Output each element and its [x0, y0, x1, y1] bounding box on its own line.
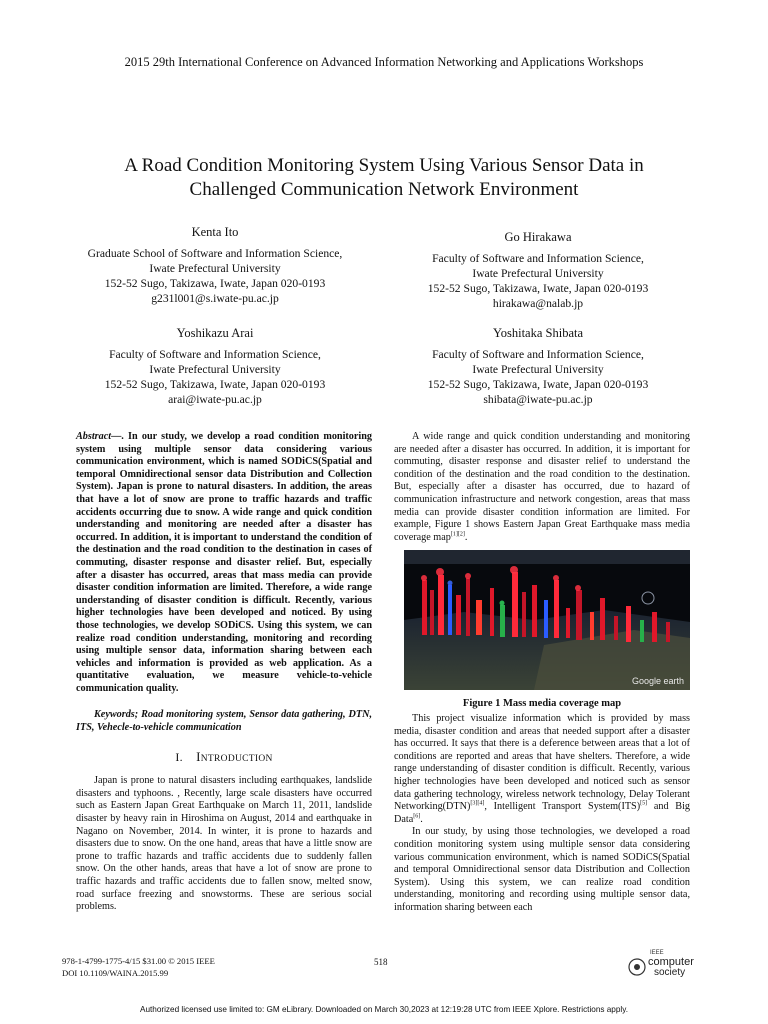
right-paragraph-2-end: and Big Data — [394, 801, 691, 825]
right-column-bottom — [394, 713, 690, 915]
author-email: shibata@iwate-pu.ac.jp — [483, 393, 593, 406]
map-graphic — [404, 550, 690, 690]
footer-doi: DOI 10.1109/WAINA.2015.99 — [62, 967, 169, 978]
logo-text-society: society — [654, 967, 686, 978]
author-name: Go Hirakawa — [504, 230, 572, 244]
logo-text-computer: computer — [648, 956, 694, 968]
author-email: g231l001@s.iwate-pu.ac.jp — [151, 292, 279, 305]
author-university: Iwate Prefectural University — [149, 262, 281, 275]
author-affiliation: Faculty of Software and Information Science, — [432, 252, 644, 265]
intro-paragraph: Japan is prone to natural disasters including earthquakes, landslide disasters and typhoons. , Recently, large scale disasters have occurred such as Eastern Japan Great Earthquake on March 11, 2011, landslide disaster by heavy rain in Hiroshima on August, 2014 and earthquake in Nagano on November, 2014. In winter, it is prone to hazards and disasters due to snow. On the one hand, areas that have a little snow are prone to traffic hazards and traffic accidents due to suddenly fallen snow. On the other hands, areas that have a lot of snow are prone to traffic hazards and traffic accidents due to fallen snow, melted snow, road surface freezing and snowstorms. These are serious social problems. — [76, 775, 372, 913]
author-address: 152-52 Sugo, Takizawa, Iwate, Japan 020-0193 — [427, 282, 649, 295]
right-paragraph-2-text: This project visualize information which is provided by mass media, disaster condition and areas that needed support after a disaster has occurred. It says that there is a deference between areas that a lot of conditions are reported and areas that have shelters. Therefore, a wide range understanding of disaster condition is difficult. Recently, various higher technologies have been developed and noticed such as sensor data gathering technology, wireless network technology, Delay Tolerant Networking(DTN) — [394, 713, 690, 813]
right-paragraph-3: In our study, by using those technologies, we developed a road condition monitoring system using multiple sensor data considering various communication environment, which is named SODiCS(Spatial and temporal Omnidirectional sensor data Distribution and Collection System). Using this system, we can realize road condition understanding, monitoring and recording using multiple sensor data, information sharing between each — [394, 826, 690, 913]
abstract-text: In our study, we develop a road condition monitoring system using multiple sensor data considering various communication environment, which is named SODiCS(Spatial and temporal Omnidirectional sensor data Distribution and Collection System). Japan is prone to natural disasters. In addition, the areas that have a lot of snow are prone to traffic hazards and traffic accidents occurring due to snow. A wide range and quick condition understanding and monitoring are needed after a disaster has occurred. In addition, it is important to understand the condition of the destination and the road condition to the destination in cases of commuting, disaster response and disaster relief. But, especially after a disaster has occurred, areas that mass media can provide disaster condition information are limited. Therefore, a wide range understanding of disaster condition is difficult. Recently, various higher technologies have been developed and noticed. By using those technologies, we develop SODiCS. Using this system, we can realize road condition understanding, monitoring and recording using multiple sensor data, information sharing between each vehicles and information is provided as web application. As a quantitative evaluation, we measure vehicle-to-vehicle communication quality. — [76, 431, 373, 694]
right-paragraph-1: A wide range and quick condition understanding and monitoring are needed after a disaster has occurred. In addition, it is important for commuting, disaster response and disaster relief to understand the condition of the destination and the road condition to the destination. But, especially after a disaster has occurred, due to hazard of communication infrastructure and network congestion, areas that mass media can provide disaster condition information are limited. For example, Figure 1 shows Eastern Japan Great Earthquake mass media coverage map[1][2]. — [394, 431, 690, 543]
right-paragraph-2-cont: , Intelligent Transport System(ITS) — [484, 801, 641, 813]
abstract-label: Abstract — [76, 431, 112, 442]
mass-media-coverage-map — [404, 550, 690, 690]
abstract-dash: —. — [111, 431, 129, 442]
author-address: 152-52 Sugo, Takizawa, Iwate, Japan 020-0193 — [104, 277, 326, 290]
author-affiliation: Faculty of Software and Information Science, — [432, 348, 644, 361]
section-title-rest: NTRODUCTION — [200, 753, 273, 764]
author-university: Iwate Prefectural University — [472, 267, 604, 280]
paper-title — [80, 154, 688, 202]
logo-mark-icon — [628, 958, 646, 976]
conference-header: 2015 29th International Conference on Advanced Information Networking and Applications Workshops — [124, 55, 644, 69]
right-paragraph-2: This project visualize information which is provided by mass media, disaster condition and areas that needed support after a disaster has occurred. It says that there is a deference between areas that a lot of conditions are reported and areas that have shelters. Therefore, a wide range understanding of disaster condition is difficult. Recently, various higher technologies have been developed and noticed such as sensor data gathering technology, wireless network technology, Delay Tolerant Networking(DTN)[3][4], Intelligent Transport System(ITS)[5] and Big Data[6]. — [394, 713, 691, 825]
logo-text-ieee: IEEE — [650, 950, 664, 956]
section-title-initial: I — [196, 748, 201, 764]
left-column — [76, 431, 372, 914]
title-line-2: Challenged Communication Network Environment — [189, 179, 579, 200]
figure-caption: Figure 1 Mass media coverage map — [462, 698, 622, 709]
author-affiliation: Graduate School of Software and Information Science, — [87, 247, 343, 260]
footer-copyright — [62, 956, 215, 979]
author-name: Yoshikazu Arai — [176, 326, 254, 340]
author-block-4 — [388, 326, 688, 407]
author-email: hirakawa@nalab.jp — [492, 297, 584, 310]
abstract — [76, 431, 372, 695]
author-block-3 — [70, 326, 360, 407]
right-column-top — [394, 431, 690, 544]
section-number: I. — [175, 749, 183, 764]
author-affiliation: Faculty of Software and Information Science, — [109, 348, 321, 361]
author-university: Iwate Prefectural University — [149, 363, 281, 376]
citation: [1][2] — [450, 531, 465, 538]
map-toolbar — [404, 550, 690, 564]
author-block-1 — [70, 225, 360, 306]
section-heading — [76, 748, 372, 766]
authorization-notice: Authorized licensed use limited to: GM eLibrary. Downloaded on March 30,2023 at 12:19:28 UTC from IEEE Xplore. Restrictions apply. — [139, 1005, 628, 1014]
citation: [6] — [413, 813, 421, 820]
author-email: arai@iwate-pu.ac.jp — [168, 393, 262, 406]
author-name: Yoshitaka Shibata — [492, 326, 584, 340]
author-address: 152-52 Sugo, Takizawa, Iwate, Japan 020-0193 — [427, 378, 649, 391]
page-number: 518 — [374, 957, 388, 967]
ieee-computer-society-logo — [628, 950, 692, 980]
keywords: Keywords; Road monitoring system, Sensor data gathering, DTN, ITS, Vehecle-to-vehicle communication — [76, 709, 372, 734]
citation: [5] — [640, 800, 648, 807]
author-name: Kenta Ito — [191, 225, 239, 239]
right-paragraph-1-text: A wide range and quick condition understanding and monitoring are needed after a disaster has occurred. In addition, it is important for commuting, disaster response and disaster relief to understand the condition of the destination and the road condition to the destination. But, especially after a disaster has occurred, due to hazard of communication infrastructure and network congestion, areas that mass media can provide disaster condition information are limited. For example, Figure 1 shows Eastern Japan Great Earthquake mass media coverage map — [394, 431, 690, 543]
author-address: 152-52 Sugo, Takizawa, Iwate, Japan 020-0193 — [104, 378, 326, 391]
author-university: Iwate Prefectural University — [472, 363, 604, 376]
author-block-2 — [388, 230, 688, 311]
google-earth-watermark: Google earth — [631, 676, 684, 686]
title-line-1: A Road Condition Monitoring System Using Various Sensor Data in — [124, 155, 644, 176]
footer-isbn: 978-1-4799-1775-4/15 $31.00 © 2015 IEEE — [62, 956, 215, 966]
citation: [3][4] — [470, 800, 485, 807]
